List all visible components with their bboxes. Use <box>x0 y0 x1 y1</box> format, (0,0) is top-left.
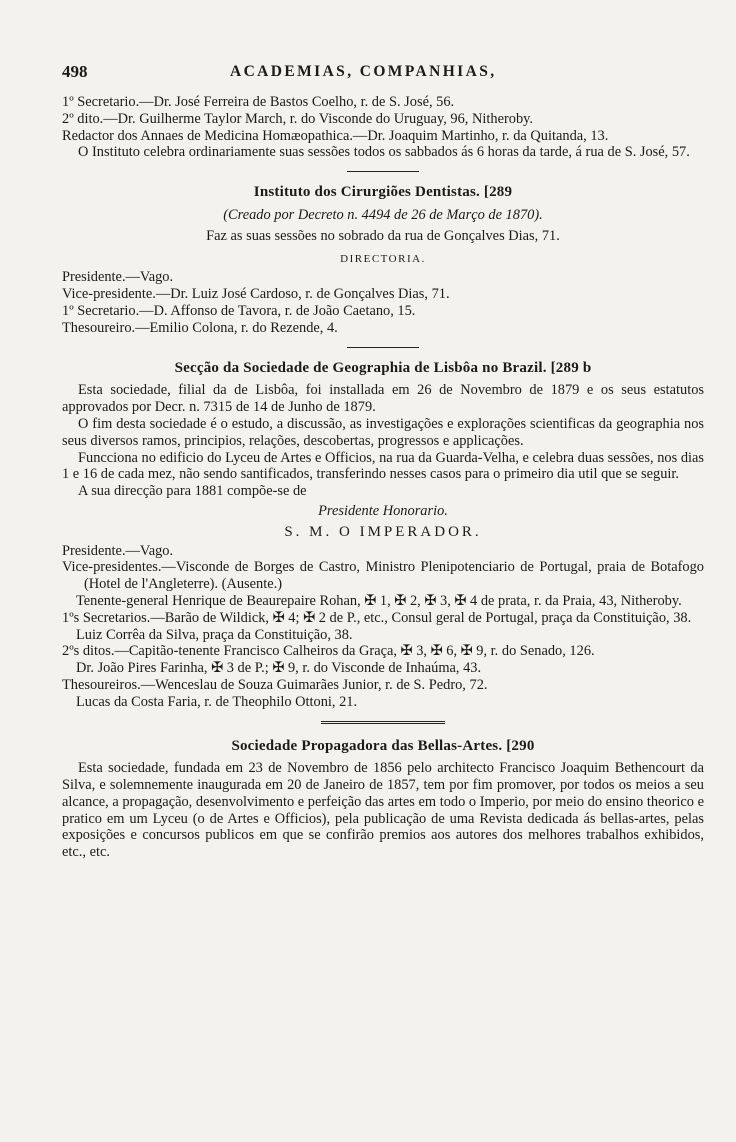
paragraph-bellas-artes: Esta sociedade, fundada em 23 de Novembro de 1856 pelo architecto Francisco Joaquim Bethencourt da Silva, e solemnemente inaugurada em 20 de Janeiro de 1857, tem por fim promover, por todos os meios a seu alcance, a propagação, desenvolvimento e perfeição das artes em todo o Imperio, por meio do ensino theorico e pratico em um Lyceu (o de Artes e Officios), pela publicação de uma Revista dedicada ás bellas-artes, pelas exposições e concursos publicos em que se confirão premios aos autores dos melhores trabalhos exhibidos, etc., etc. <box>62 760 704 861</box>
first-secretaries-line: 1ºs Secretarios.—Barão de Wildick, ✠ 4; ✠ 2 de P., etc., Consul geral de Portugal, praça da Constituição, 38. <box>62 609 692 626</box>
vice-presidents-line: Vice-presidentes.—Visconde de Borges de Castro, Ministro Plenipotenciario de Portugal, praia de Botafogo (Hotel de l'Angleterre). (Ausente.) <box>62 559 704 593</box>
document-page <box>62 64 704 861</box>
treasurer-line: Thesoureiro.—Emilio Colona, r. do Rezende, 4. <box>62 319 338 336</box>
decree-note: (Creado por Decreto n. 4494 de 26 de Março de 1870). <box>223 206 543 223</box>
paragraph-sessions: Funcciona no edificio do Lyceu de Artes e Officios, na rua da Guarda-Velha, e celebra duas sessões, nos dias 1 e 16 de cada mez, não sendo santificados, transferindo nesses casos para o primeiro dia util que se seguir. <box>62 449 704 483</box>
section-title-dentistas: Instituto dos Cirurgiões Dentistas. [289 <box>253 184 513 201</box>
redactor-line: Redactor dos Annaes de Medicina Homæopathica.—Dr. Joaquim Martinho, r. da Quitanda, 13. <box>62 127 609 144</box>
president-line: Presidente.—Vago. <box>62 269 174 286</box>
section-divider-thick <box>321 721 445 724</box>
first-secretary-line: 1º Secretario.—Dr. José Ferreira de Bastos Coelho, r. de S. José, 56. <box>62 94 455 110</box>
section-title-geographia: Secção da Sociedade de Geographia de Lisbôa no Brazil. [289 b <box>174 359 592 376</box>
president-line: Presidente.—Vago. <box>62 542 174 559</box>
vice-president-2-line: Tenente-general Henrique de Beaurepaire Rohan, ✠ 1, ✠ 2, ✠ 3, ✠ 4 de prata, r. da Praia, 43, Nitheroby. <box>76 592 682 609</box>
paragraph-purpose: O fim desta sociedade é o estudo, a discussão, as investigações e explorações scientificas da geographia nos seus diversos ramos, principios, relações, descobertas, progressos e applicações. <box>62 415 704 449</box>
section-title-bellas-artes: Sociedade Propagadora das Bellas-Artes. [290 <box>231 737 535 754</box>
honorary-president-name: S. M. O IMPERADOR. <box>284 523 482 540</box>
page-number: 498 <box>62 62 88 81</box>
running-title: ACADEMIAS, COMPANHIAS, <box>230 63 497 80</box>
treasurers-line: Thesoureiros.—Wenceslau de Souza Guimarães Junior, r. de S. Pedro, 72. <box>62 676 488 693</box>
secretary-line: 1º Secretario.—D. Affonso de Tavora, r. de João Caetano, 15. <box>62 302 416 319</box>
second-secretary-2-line: Dr. João Pires Farinha, ✠ 3 de P.; ✠ 9, r. do Visconde de Inhaúma, 43. <box>76 660 482 677</box>
running-header <box>62 64 704 88</box>
section-divider <box>347 347 419 348</box>
paragraph-direction: A sua direcção para 1881 compõe-se de <box>78 483 307 500</box>
second-secretary-line: 2º dito.—Dr. Guilherme Taylor March, r. do Visconde do Uruguay, 96, Nitheroby. <box>62 110 534 127</box>
treasurer-2-line: Lucas da Costa Faria, r. de Theophilo Ottoni, 21. <box>76 693 358 710</box>
directoria-heading: DIRECTORIA. <box>340 252 426 265</box>
vice-president-line: Vice-presidente.—Dr. Luiz José Cardoso, r. de Gonçalves Dias, 71. <box>62 286 450 303</box>
paragraph-foundation: Esta sociedade, filial da de Lisbôa, foi installada em 26 de Novembro de 1879 e os seus estatutos approvados por Decr. n. 7315 de 14 de Junho de 1879. <box>62 382 704 416</box>
honorary-president-label: Presidente Honorario. <box>318 502 448 519</box>
sessions-paragraph: O Instituto celebra ordinariamente suas sessões todos os sabbados ás 6 horas da tarde, á rua de S. José, 57. <box>78 144 690 161</box>
second-secretaries-line: 2ºs ditos.—Capitão-tenente Francisco Calheiros da Graça, ✠ 3, ✠ 6, ✠ 9, r. do Senado, 126. <box>62 643 595 660</box>
first-secretary-2-line: Luiz Corrêa da Silva, praça da Constituição, 38. <box>76 626 353 643</box>
sessions-note: Faz as suas sessões no sobrado da rua de Gonçalves Dias, 71. <box>206 227 560 244</box>
section-divider <box>347 171 419 172</box>
